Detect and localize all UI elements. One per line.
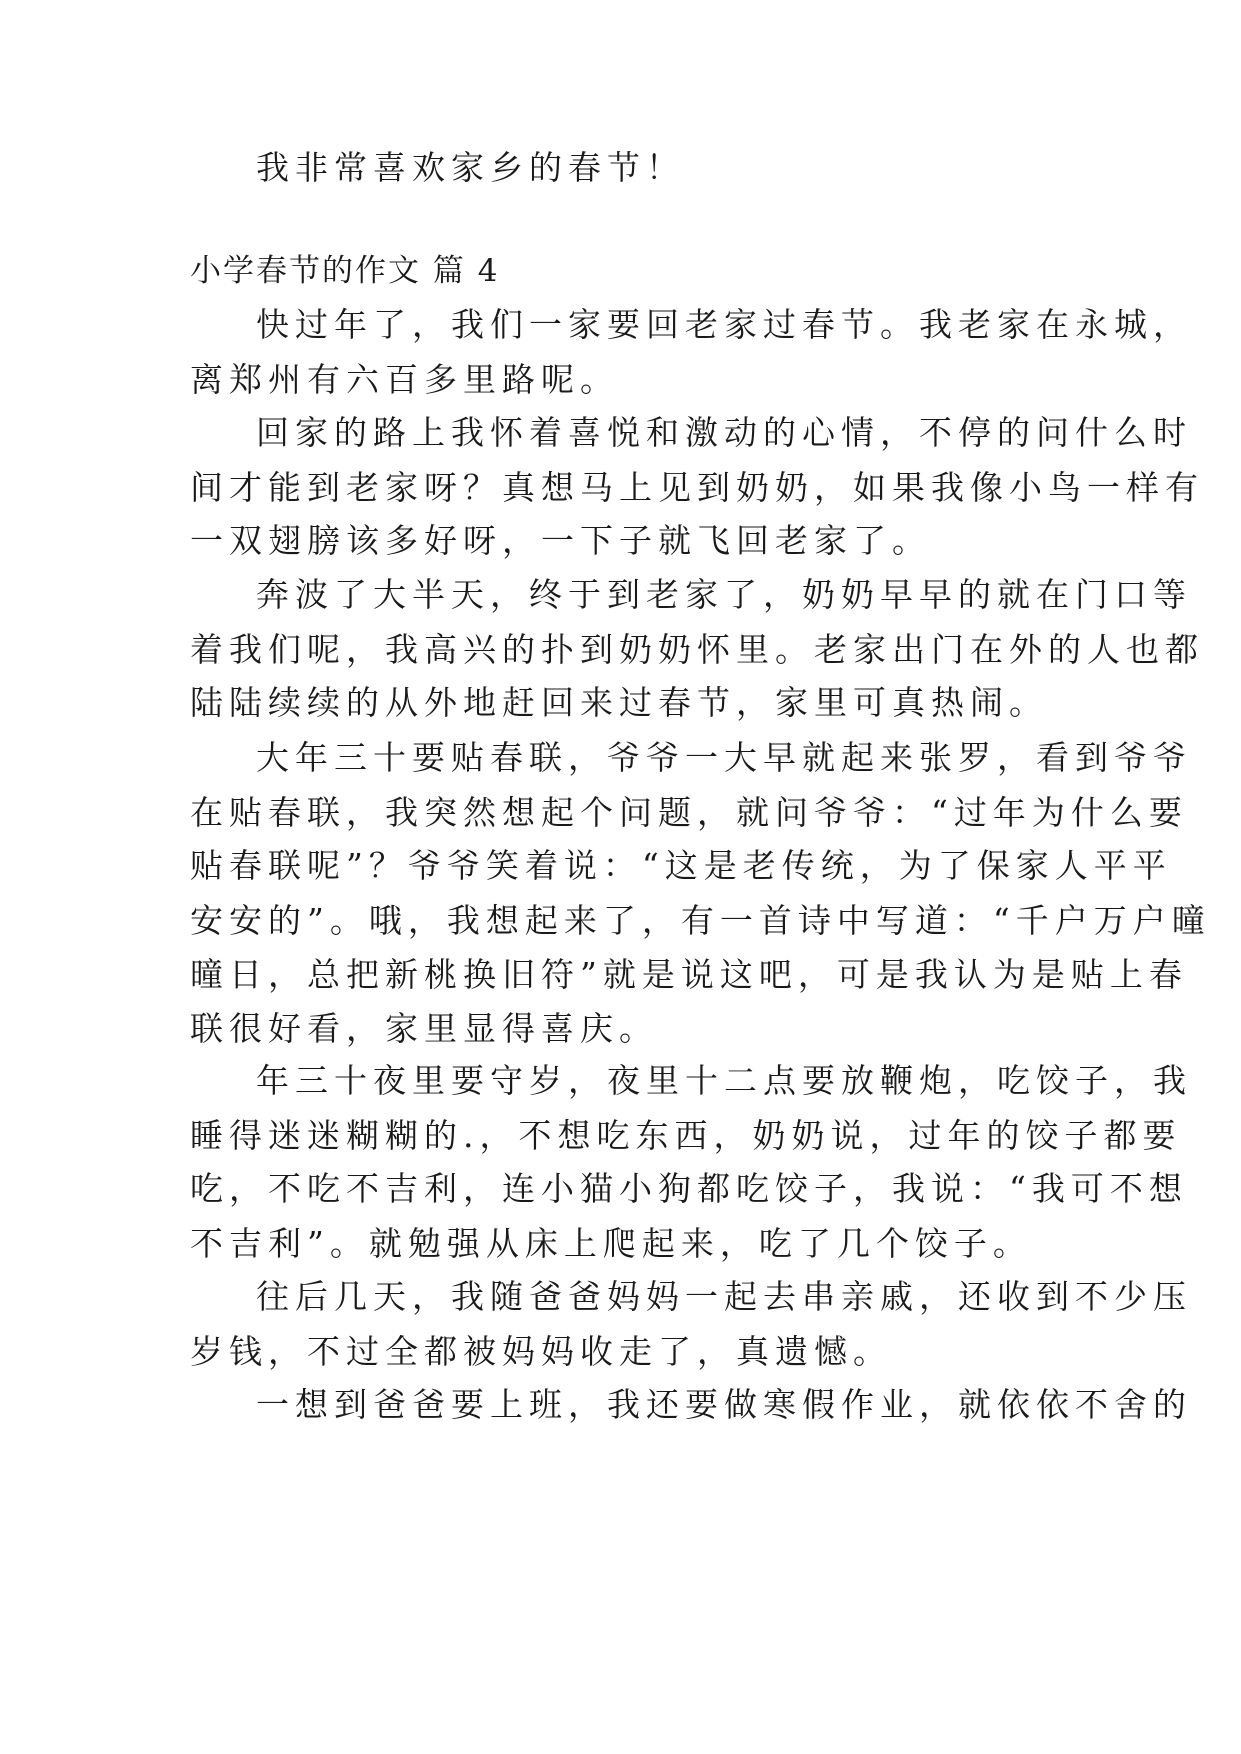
closing-line: 我非常喜欢家乡的春节！: [256, 148, 685, 187]
paragraph-line: 联很好看，家里显得喜庆。: [190, 1009, 658, 1048]
paragraph-line: 岁钱，不过全都被妈妈收走了，真遗憾。: [190, 1332, 892, 1371]
paragraph-line: 贴春联呢”？爷爷笑着说：“这是老传统，为了保家人平平: [190, 846, 1172, 885]
paragraph-line: 快过年了，我们一家要回老家过春节。我老家在永城，: [256, 305, 1192, 344]
paragraph-line: 安安的”。哦，我想起来了，有一首诗中写道：“千户万户曈: [190, 901, 1211, 940]
paragraph-line: 大年三十要贴春联，爷爷一大早就起来张罗，看到爷爷: [256, 738, 1192, 777]
paragraph-line: 一想到爸爸要上班，我还要做寒假作业，就依依不舍的: [256, 1385, 1192, 1424]
paragraph-line: 陆陆续续的从外地赶回来过春节，家里可真热闹。: [190, 683, 1048, 722]
paragraph-line: 往后几天，我随爸爸妈妈一起去串亲戚，还收到不少压: [256, 1277, 1192, 1316]
paragraph-line: 在贴春联，我突然想起个问题，就问爷爷：“过年为什么要: [190, 793, 1188, 832]
section-title: 小学春节的作文 篇 4: [190, 253, 500, 289]
paragraph-line: 着我们呢，我高兴的扑到奶奶怀里。老家出门在外的人也都: [190, 630, 1204, 669]
paragraph-line: 间才能到老家呀？真想马上见到奶奶，如果我像小鸟一样有: [190, 468, 1204, 507]
paragraph-line: 年三十夜里要守岁，夜里十二点要放鞭炮，吃饺子，我: [256, 1061, 1192, 1100]
paragraph-line: 吃，不吃不吉利，连小猫小狗都吃饺子，我说：“我可不想: [190, 1169, 1188, 1208]
paragraph-line: 睡得迷迷糊糊的.，不想吃东西，奶奶说，过年的饺子都要: [190, 1116, 1182, 1155]
paragraph-line: 回家的路上我怀着喜悦和激动的心情，不停的问什么时: [256, 413, 1192, 452]
paragraph-line: 离郑州有六百多里路呢。: [190, 360, 619, 399]
paragraph-line: 曈日，总把新桃换旧符”就是说这吧，可是我认为是贴上春: [190, 955, 1188, 994]
paragraph-line: 不吉利”。就勉强从床上爬起来，吃了几个饺子。: [190, 1224, 1032, 1263]
paragraph-line: 奔波了大半天，终于到老家了，奶奶早早的就在门口等: [256, 575, 1192, 614]
paragraph-line: 一双翅膀该多好呀，一下子就飞回老家了。: [190, 521, 931, 560]
